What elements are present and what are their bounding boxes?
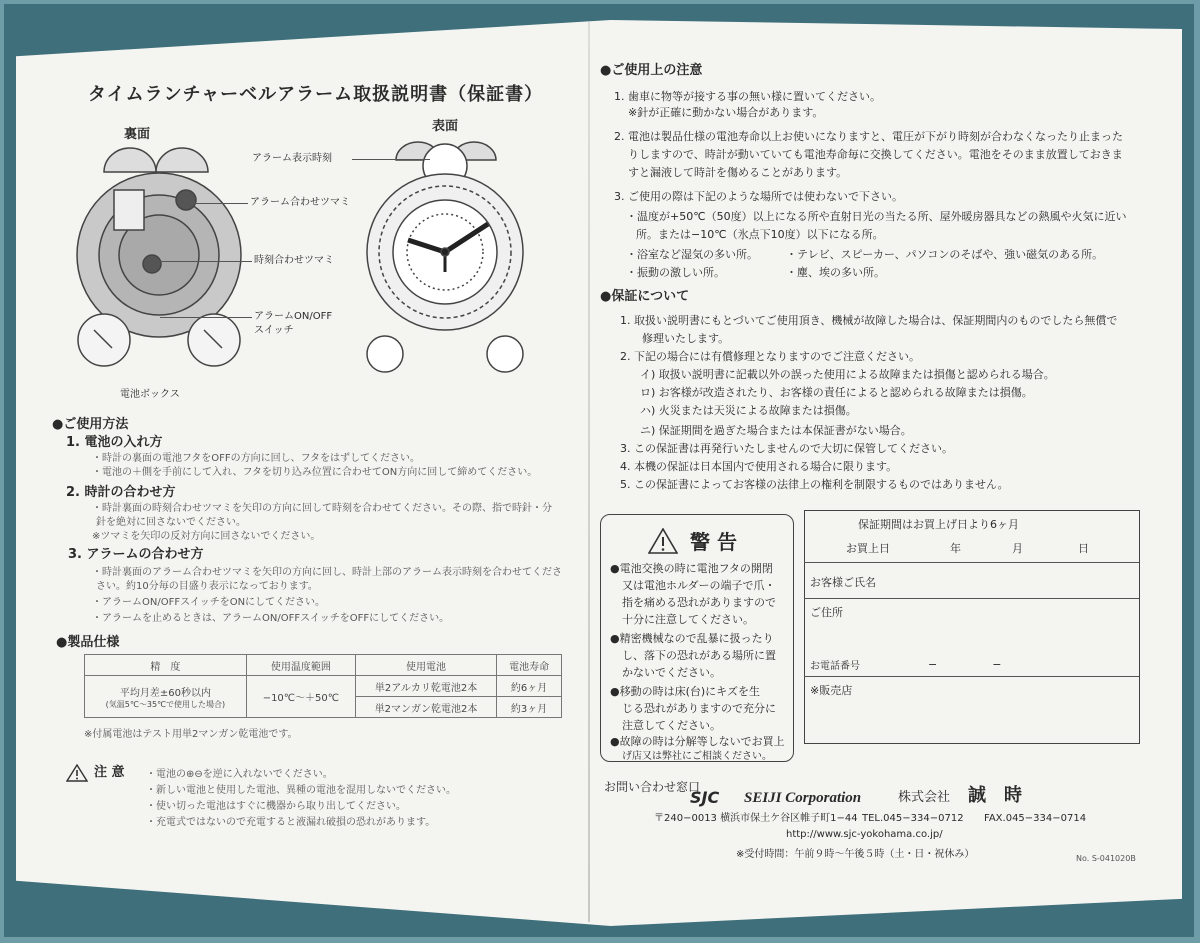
card-address-label: ご住所 <box>810 606 843 619</box>
caution-line: ・電池の⊕⊖を逆に入れないでください。 <box>146 769 333 780</box>
warning-triangle-icon <box>648 528 678 554</box>
place-item: ・振動の激しい所。 <box>626 266 725 279</box>
callout-time-knob: 時刻合わせツマミ <box>254 255 334 266</box>
company-prefix: 株式会社 <box>898 790 951 805</box>
usage-line: ・アラームを止めるときは、アラームON/OFFスイッチをOFFにしてください。 <box>92 613 450 624</box>
business-hours: ※受付時間：午前９時〜午後５時（土・日・祝休み） <box>736 849 975 860</box>
company-logo: SJC <box>690 788 720 807</box>
warranty-line: 3. この保証書は再発行いたしませんので大切に保管してください。 <box>620 442 953 455</box>
warranty-line: 4. 本機の保証は日本国内で使用される場合に限ります。 <box>620 460 898 473</box>
contact-label: お問い合わせ窓口 <box>604 780 701 794</box>
spec-heading: ●製品仕様 <box>56 635 120 650</box>
caution-line: ・充電式ではないので充電すると液漏れ破損の恐れがあります。 <box>146 817 436 828</box>
warning-line: じる恐れがありますので充分に <box>622 702 776 715</box>
notes-line: 1. 歯車に物等が接する事の無い様に置いてください。 <box>614 90 881 103</box>
spec-accuracy-cell <box>85 676 247 718</box>
usage-line: 針を絶対に回さないでください。 <box>96 517 246 528</box>
usage-step3-title: 3. アラームの合わせ方 <box>68 547 204 562</box>
card-title: 保証期間はお買上げ日より6ヶ月 <box>858 518 1019 531</box>
card-phone-label: お電話番号 <box>810 661 860 672</box>
warranty-line: ハ) 火災または天災による故障または損傷。 <box>640 404 857 417</box>
usage-heading: ●ご使用方法 <box>52 417 129 432</box>
spec-header: 電池寿命 <box>497 655 562 676</box>
warning-line: 十分に注意してください。 <box>622 613 754 626</box>
warning-line: ●故障の時は分解等しないでお買上 <box>610 735 785 748</box>
company-address: 〒240−0013 横浜市保土ケ谷区帷子町1−44 <box>654 813 858 824</box>
clock-back-illustration <box>64 140 254 390</box>
card-year-label: 年 <box>950 542 961 555</box>
notes-line: ・温度が+50℃（50度）以上になる所や直射日光の当たる所、屋外暖房器具などの熱風や火気に近い <box>626 210 1127 223</box>
warning-line: かないでください。 <box>622 666 721 679</box>
card-phone-dash: − − <box>928 658 1002 671</box>
warning-line: 又は電池ホルダーの端子で爪・ <box>622 579 776 592</box>
notes-line: りしますので、時計が動いていても電池寿命毎に交換してください。電池をそのまま放置しておきま <box>628 148 1123 161</box>
spec-header: 使用温度範囲 <box>246 655 355 676</box>
warranty-line: 5. この保証書によってお客様の法律上の権利を制限するものではありません。 <box>620 478 1009 491</box>
caution-line: ・使い切った電池はすぐに機器から取り出してください。 <box>146 801 406 812</box>
caution-line: ・新しい電池と使用した電池、異種の電池を混用しないでください。 <box>146 785 456 796</box>
warning-triangle-icon <box>66 764 88 782</box>
company-name-en: SEIJI Corporation <box>744 790 862 806</box>
warning-line: 注意してください。 <box>622 719 721 732</box>
card-month-label: 月 <box>1012 542 1023 555</box>
notes-line: ※針が正確に動かない場合があります。 <box>628 106 824 119</box>
back-label: 裏面 <box>124 127 151 142</box>
warning-line: ●精密機械なので乱暴に扱ったり <box>610 632 774 645</box>
card-divider <box>804 562 1139 563</box>
notes-line: すと漏液して時計を傷めることがあります。 <box>628 166 848 179</box>
spec-battery-life: 約6ヶ月 <box>497 676 562 697</box>
place-item: ・浴室など湿気の多い所。 <box>626 248 758 261</box>
spec-battery-life: 約3ヶ月 <box>497 697 562 718</box>
spec-note: ※付属電池はテスト用単2マンガン乾電池です。 <box>84 729 298 740</box>
notes-heading: ●ご使用上の注意 <box>600 63 703 78</box>
callout-alarm-knob: アラーム合わせツマミ <box>250 197 350 208</box>
usage-line: ・電池の＋側を手前にして入れ、フタを切り込み位置に合わせてON方向に回して締めてください。 <box>92 467 538 478</box>
spec-header: 使用電池 <box>355 655 496 676</box>
warranty-line: ニ) 保証期間を過ぎた場合または本保証書がない場合。 <box>640 424 912 437</box>
place-item: ・テレビ、スピーカー、パソコンのそばや、強い磁気のある所。 <box>786 248 1104 261</box>
callout-alarm-time: アラーム表示時刻 <box>252 153 332 164</box>
warranty-heading: ●保証について <box>600 289 690 304</box>
document-number: No. S-041020B <box>1076 854 1136 863</box>
card-purchase-date-label: お買上日 <box>846 542 890 555</box>
front-label: 表面 <box>432 119 459 134</box>
clock-front-illustration <box>360 132 530 382</box>
leader-line <box>352 159 430 160</box>
company-url: http://www.sjc-yokohama.co.jp/ <box>786 829 943 840</box>
usage-line: ・時計裏面のアラーム合わせツマミを矢印の方向に回し、時計上部のアラーム表示時刻を合わせてくださ <box>92 567 562 578</box>
card-shop-label: ※販売店 <box>810 684 853 697</box>
fold-line <box>588 22 590 922</box>
card-divider <box>804 676 1139 677</box>
spec-table <box>84 654 562 718</box>
usage-line: ・時計の裏面の電池フタをOFFの方向に回し、フタをはずしてください。 <box>92 453 420 464</box>
card-day-label: 日 <box>1078 542 1089 555</box>
warning-line: ●移動の時は床(台)にキズを生 <box>610 685 760 698</box>
usage-line: さい。約10分毎の目盛り表示になっております。 <box>96 581 318 592</box>
usage-line: ※ツマミを矢印の反対方向に回さないでください。 <box>92 531 321 542</box>
notes-line: 所。または−10℃（氷点下10度）以下になる所。 <box>636 228 884 241</box>
spec-battery-type: 単2アルカリ乾電池2本 <box>355 676 496 697</box>
caution-label: 注 意 <box>94 765 125 780</box>
warning-title: 警 告 <box>690 530 737 554</box>
warranty-line: ロ) お客様が改造されたり、お客様の責任によると認められる故障または損傷。 <box>640 386 1033 399</box>
leader-line <box>186 203 248 204</box>
warning-line: ●電池交換の時に電池フタの開閉 <box>610 562 773 575</box>
usage-line: ・時計裏面の時刻合わせツマミを矢印の方向に回して時刻を合わせてください。その際、指で時針・分 <box>92 503 552 514</box>
sheet-title: タイムランチャーベルアラーム取扱説明書（保証書） <box>88 84 544 105</box>
callout-switch: スイッチ <box>254 325 294 336</box>
usage-line: ・アラームON/OFFスイッチをONにしてください。 <box>92 597 326 608</box>
notes-line: 2. 電池は製品仕様の電池寿命以上お使いになりますと、電圧が下がり時刻が合わなくなったり止まった <box>614 130 1123 143</box>
warranty-line: イ) 取扱い説明書に記載以外の誤った使用による故障または損傷と認められる場合。 <box>640 368 1055 381</box>
company-fax: FAX.045−334−0714 <box>984 813 1087 824</box>
leader-line <box>160 317 252 318</box>
usage-step1-title: 1. 電池の入れ方 <box>66 435 163 450</box>
company-tel: TEL.045−334−0712 <box>862 813 964 824</box>
warning-line: し、落下の恐れがある場所に置 <box>622 649 776 662</box>
spec-temp: −10℃〜＋50℃ <box>246 676 355 718</box>
warranty-line: 1. 取扱い説明書にもとづいてご使用頂き、機械が故障した場合は、保証期間内のものでしたら無償で <box>620 314 1118 327</box>
spec-battery-type: 単2マンガン乾電池2本 <box>355 697 496 718</box>
warranty-line: 2. 下記の場合には有償修理となりますのでご注意ください。 <box>620 350 920 363</box>
place-item: ・塵、埃の多い所。 <box>786 266 885 279</box>
card-divider <box>804 598 1139 599</box>
leader-line <box>160 261 252 262</box>
warning-line: 指を痛める恐れがありますので <box>622 596 776 609</box>
spec-accuracy-note: (気温5℃〜35℃で使用した場合) <box>105 699 226 709</box>
callout-alarm-switch: アラームON/OFF <box>254 311 333 322</box>
callout-battery-box: 電池ボックス <box>120 389 180 400</box>
company-name-jp: 誠 時 <box>968 785 1022 806</box>
spec-accuracy: 平均月差±60秒以内 <box>119 687 211 699</box>
card-name-label: お客様ご氏名 <box>810 576 876 589</box>
notes-line: 3. ご使用の際は下記のような場所では使わないで下さい。 <box>614 190 903 203</box>
usage-step2-title: 2. 時計の合わせ方 <box>66 485 176 500</box>
spec-header: 精 度 <box>85 655 247 676</box>
warning-line: げ店又は弊社にご相談ください。 <box>622 751 772 762</box>
warranty-line: 修理いたします。 <box>642 332 730 345</box>
